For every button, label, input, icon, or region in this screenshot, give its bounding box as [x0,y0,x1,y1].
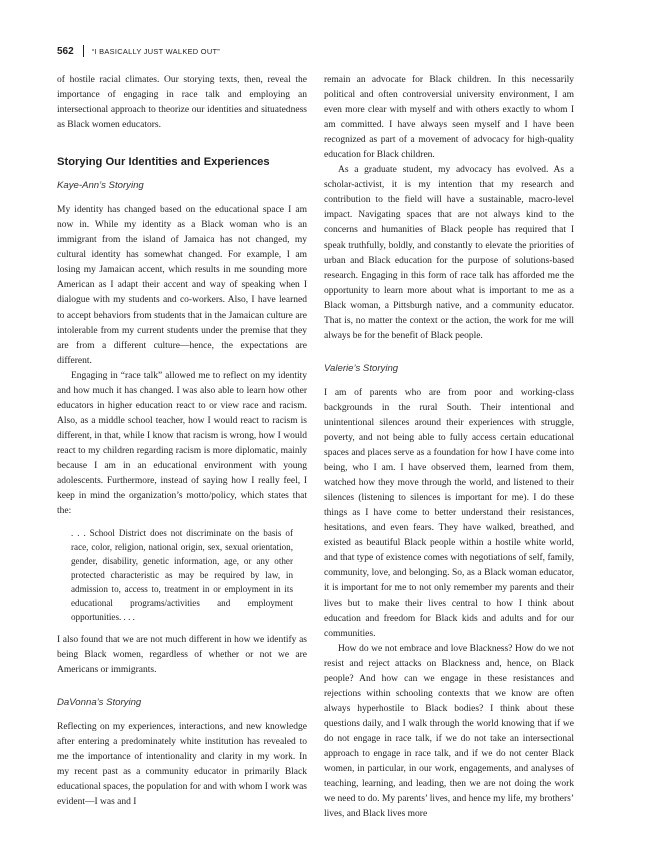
paragraph: Reflecting on my experiences, interactions, and new knowledge after entering a predominately white institution has revealed to me the importance of intentionality and clarity in my work. In my recent past as a community educator in primarily Black educational spaces, the population for and with whom I work was evident—I was and I [57,721,307,807]
page-number: 562 [57,45,74,57]
paragraph: As a graduate student, my advocacy has evolved. As a scholar-activist, it is my intention that my research and contribution to the field will have a sustainable, macro-level impact. Navigating spaces that are not always kind to the concerns and humanities of Black people has required that I speak truthfully, boldly, and constantly to elevate the priorities of urban and Black education for the purpose of solutions-based research. Engaging in this form of race talk has afforded me the opportunity to learn more about what is important to me as a Black woman, a Pittsburgh native, and a community educator. That is, no matter the context or the action, the work for me will always be for the benefit of Black people. [324,165,574,341]
subheading-valerie: Valerie’s Storying [324,362,399,374]
subheading-davonna: DaVonna’s Storying [57,696,142,708]
running-head-title: “I BASICALLY JUST WALKED OUT” [91,46,221,56]
right-column [324,73,574,822]
paragraph: Engaging in “race talk” allowed me to reflect on my identity and how much it has changed. I was also able to learn how other educators in higher education react to or view race and racism. Also, as a middle school teacher, how I would react to racism is different, in that, while I know that racism is wrong, how I would react to my children regarding racism is more diplomatic, mainly because I am in an educational environment with young adolescents. Furthermore, instead of saying how I really feel, I keep in mind the organization’s motto/policy, which states that the: [57,370,307,517]
running-header [57,44,220,58]
paragraph: remain an advocate for Black children. In this necessarily political and often controversial university environment, I am even more clear with myself and with others exactly to whom I am committed. I have always seen myself and I have been recognized as part of a movement of advocacy for high-quality education for Black children. [324,75,574,161]
header-divider [83,45,84,57]
paragraph: How do we not embrace and love Blackness? How do we not resist and reject attacks on Blackness and, hence, on Black people? And how can we engage in these resistances and rejections within schooling contexts that we know are often always hyperhostile to Black bodies? I think about these questions daily, and I walk through the world knowing that if we do not engage in race talk, if we do not take an intersectional approach to engage in race talk, and if we do not center Black women, in particular, in our work, engagements, and analyses of teaching, learning, and leading, then we are not doing the work we need to do. My parents’ lives, and hence my life, my brothers’ lives, and Black lives more [324,643,574,820]
paragraph: I also found that we are not much different in how we identify as being Black women, regardless of whether or not we are Americans or immigrants. [57,634,307,675]
paragraph: I am of parents who are from poor and working-class backgrounds in the rural South. Their intentional and unintentional silences around their experiences with struggle, poverty, and not being able to fully access certain educational spaces and places serve as a foundation for how I have come into being, who I am. I have observed them, learned from them, watched how they move through the world, and listened to their silences (listening to silences is important for me). I do these things as I have come to better understand their resistances, hesitations, and even fears. They have walked, breathed, and existed as beautiful Black people within a hostile white world, and that type of existence comes with negotiations of self, family, community, love, and belonging. So, as a Black woman educator, it is important for me to not only remember my parents and their lives but to make their lives central to how I think about education and freedom for Black kids and adults and for our communities. [324,387,574,639]
left-column [57,73,307,810]
subheading-kaye-ann: Kaye-Ann’s Storying [57,180,144,192]
section-heading: Storying Our Identities and Experiences [57,156,270,169]
block-quote: . . . School District does not discriminate on the basis of race, color, religion, national origin, sex, sexual orientation, gender, disability, genetic information, age, or any other protected characteristic as may be required by law, in admission to, access to, treatment in or employment in its educational programs/activities and employment opportunities. . . . [71,528,293,622]
paragraph: My identity has changed based on the educational space I am now in. While my identity as a Black woman who is an immigrant from the island of Jamaica has not changed, my cultural identity has somewhat changed. For example, I am losing my Jamaican accent, which results in me sounding more American as I adapt their accent and way of speaking when I dialogue with my students and co-workers. Also, I have learned to accept behaviors from students that in the Jamaican culture are intolerable from my current students under the premise that they are from a different culture—hence, the expectations are different. [57,205,307,366]
paragraph: of hostile racial climates. Our storying texts, then, reveal the importance of engaging in race talk and employing an intersectional approach to theorize our identities and situatedness as Black women educators. [57,75,307,131]
